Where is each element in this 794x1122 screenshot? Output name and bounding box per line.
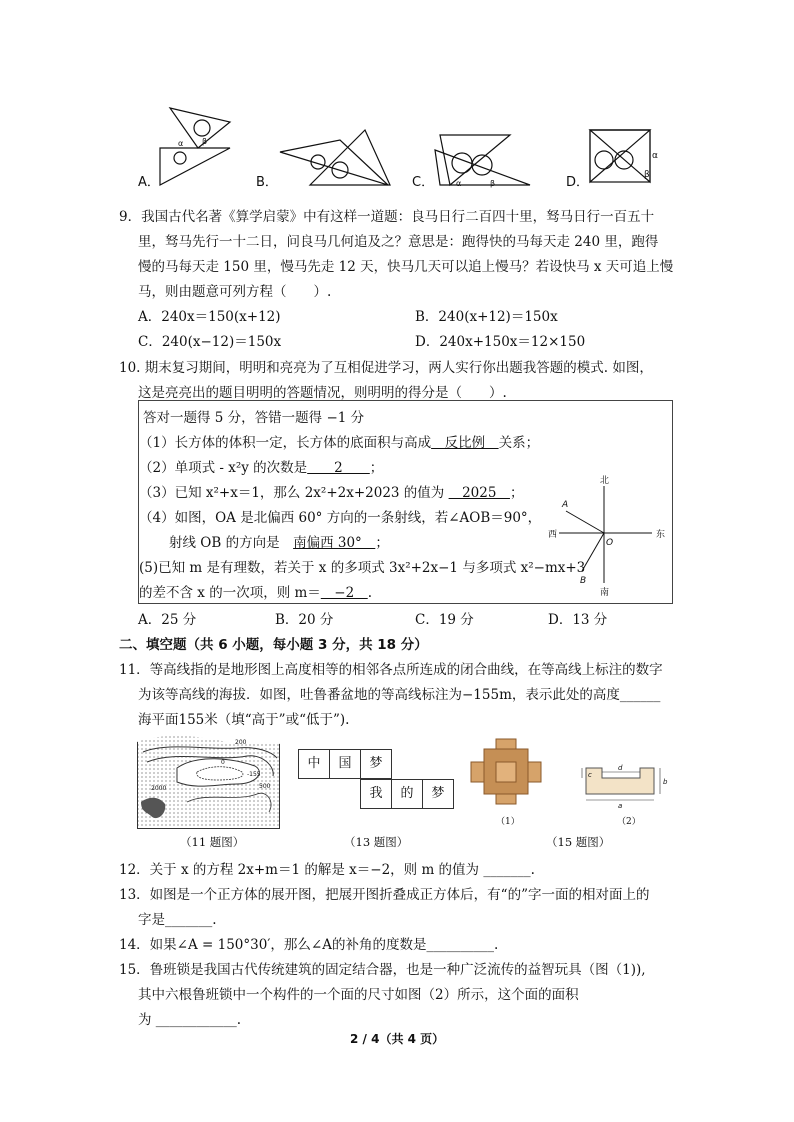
q10-item-2 bbox=[139, 456, 383, 476]
q10-item-4-line-2 bbox=[169, 531, 389, 551]
fig15-label-b: b bbox=[663, 778, 668, 786]
q10-item-5-text: 的差不含 x 的一次项，则 m＝ bbox=[139, 585, 321, 601]
q9-option-c: C．240(x−12)＝150x bbox=[138, 334, 282, 350]
net-cell-1: 中 bbox=[298, 749, 330, 779]
q9-line-3: 慢的马每天走 150 里，慢马先走 12 天，快马几天可以追上慢马？若设快马 x 天可追上慢 bbox=[138, 259, 674, 275]
q10-option-a: A．25 分 bbox=[138, 612, 197, 628]
q10-item-5-answer: −2 bbox=[320, 585, 368, 601]
q10-item-1-end: 关系； bbox=[498, 435, 540, 451]
q8-figure-c-alpha: α bbox=[456, 179, 462, 188]
q10-option-d: D．13 分 bbox=[548, 612, 608, 628]
compass-south: 南 bbox=[600, 588, 610, 598]
q8-figure-d-beta: β bbox=[644, 170, 650, 180]
q13-cube-net bbox=[298, 749, 453, 811]
q9-line-4: 马，则由题意可列方程（ ）. bbox=[138, 284, 332, 300]
q15-line-2: 其中六根鲁班锁中一个构件的一个面的尺寸如图（2）所示，这个面的面积 bbox=[138, 987, 579, 1003]
q11-line-1: 11．等高线指的是地形图上高度相等的相邻各点所连成的闭合曲线，在等高线上标注的数字 bbox=[119, 662, 663, 678]
caption-13: （13 题图） bbox=[344, 835, 409, 849]
q11-line-2: 为该等高线的海拔．如图，吐鲁番盆地的等高线标注为−155m，表示此处的高度______ bbox=[138, 687, 661, 703]
page-footer: 2 / 4（共 4 页） bbox=[350, 1032, 445, 1046]
compass-origin-o: O bbox=[606, 538, 614, 548]
q8-option-figures bbox=[130, 100, 690, 195]
q10-item-1 bbox=[139, 431, 539, 451]
fig15-label-a: a bbox=[618, 802, 623, 810]
q8-figure-b bbox=[280, 130, 390, 185]
q10-item-5-line-1: (5)已知 m 是有理数，若关于 x 的多项式 3x²+2x−1 与多项式 x²−mx+3 bbox=[139, 560, 586, 576]
fig15-label-c: c bbox=[588, 771, 592, 779]
q10-compass-diagram bbox=[544, 471, 669, 601]
q11-contour-map bbox=[137, 732, 280, 829]
q9-line-2: 里，驽马先行一十二日，问良马几何追及之？意思是：跑得快的马每天走 240 里，跑得 bbox=[138, 234, 659, 250]
q10-item-4-line-1: （4）如图，OA 是北偏西 60° 方向的一条射线，若∠AOB＝90°， bbox=[139, 510, 542, 526]
q9-option-d: D．240x+150x＝12×150 bbox=[415, 334, 586, 350]
q8-option-c-label: C． bbox=[412, 175, 435, 190]
q8-option-b-label: B． bbox=[256, 175, 278, 190]
q15-line-3: 为 ____________. bbox=[138, 1012, 242, 1028]
map-label-500: 500 bbox=[259, 783, 271, 790]
compass-north: 北 bbox=[600, 476, 610, 486]
q10-item-5-line-2 bbox=[139, 581, 372, 601]
q10-item-3 bbox=[139, 481, 523, 501]
q9-option-b: B．240(x+12)＝150x bbox=[415, 309, 558, 325]
q10-item-4-text: 射线 OB 的方向是 bbox=[169, 535, 294, 551]
section-2-title: 二、填空题（共 6 小题，每小题 3 分，共 18 分） bbox=[119, 637, 428, 653]
q10-line-2: 这是亮亮出的题目明明的答题情况，则明明的得分是（ ）. bbox=[138, 385, 507, 401]
q8-figure-d bbox=[590, 130, 650, 182]
q10-box-header: 答对一题得 5 分，答错一题得 −1 分 bbox=[143, 410, 365, 426]
net-cell-6: 梦 bbox=[422, 779, 454, 809]
q10-answer-box bbox=[138, 400, 673, 604]
map-label-minus-155: -155 bbox=[247, 771, 261, 778]
q13-line-1: 13．如图是一个正方体的展开图，把展开图折叠成正方体后，有“的”字一面的相对面上的 bbox=[119, 887, 650, 903]
q10-option-c: C．19 分 bbox=[415, 612, 474, 628]
net-cell-5: 的 bbox=[391, 779, 423, 809]
compass-point-b: B bbox=[580, 576, 587, 586]
net-cell-4: 我 bbox=[360, 779, 392, 809]
q10-item-2-answer: 2 bbox=[307, 460, 370, 476]
compass-east: 东 bbox=[656, 530, 666, 540]
q10-item-3-answer: 2025 bbox=[448, 485, 510, 501]
q10-item-4-answer: 南偏西 30° bbox=[293, 535, 376, 551]
q8-option-d-label: D． bbox=[566, 175, 590, 190]
luban-lock-image bbox=[466, 734, 546, 812]
caption-15: （15 题图） bbox=[546, 835, 611, 849]
q15-component-diagram bbox=[580, 760, 672, 812]
caption-11: （11 题图） bbox=[180, 835, 245, 849]
q10-item-2-text: （2）单项式 - x²y 的次数是 bbox=[139, 460, 308, 476]
q8-figure-c-beta: β bbox=[490, 179, 496, 188]
q9-option-a: A．240x＝150(x+12) bbox=[138, 309, 281, 325]
q10-item-4-end: ； bbox=[375, 535, 389, 551]
q10-option-b: B．20 分 bbox=[275, 612, 334, 628]
net-cell-2: 国 bbox=[329, 749, 361, 779]
q10-item-3-end: ； bbox=[509, 485, 524, 501]
caption-15-2: （2） bbox=[617, 817, 641, 827]
q13-line-2: 字是_______. bbox=[138, 912, 217, 928]
map-label-200: 200 bbox=[235, 739, 247, 746]
q11-line-3: 海平面155米（填“高于”或“低于”). bbox=[138, 712, 350, 728]
map-label-0: 0 bbox=[221, 759, 225, 766]
q10-item-3-text: （3）已知 x²+x＝1，那么 2x²+2x+2023 的值为 bbox=[139, 485, 449, 501]
caption-15-1: （1） bbox=[496, 817, 520, 827]
compass-point-a: A bbox=[562, 500, 569, 510]
q10-item-1-text: （1）长方体的体积一定，长方体的底面积与高成 bbox=[139, 435, 432, 451]
compass-west: 西 bbox=[548, 530, 558, 540]
q12-text: 12．关于 x 的方程 2x+m＝1 的解是 x＝−2，则 m 的值为 _______. bbox=[119, 862, 535, 878]
q10-item-1-answer: 反比例 bbox=[431, 435, 499, 451]
q8-figure-d-alpha: α bbox=[652, 151, 658, 161]
q8-figure-a-beta: β bbox=[202, 137, 208, 146]
q15-line-1: 15．鲁班锁是我国古代传统建筑的固定结合器，也是一种广泛流传的益智玩具（图（1)), bbox=[119, 962, 646, 978]
q10-item-2-end: ； bbox=[369, 460, 384, 476]
q10-line-1: 10. 期末复习期间，明明和亮亮为了互相促进学习，两人实行你出题我答题的模式. 如图， bbox=[119, 360, 653, 376]
q8-figure-c bbox=[435, 135, 530, 185]
q8-option-a-label: A． bbox=[138, 175, 160, 190]
q8-figure-a bbox=[160, 108, 230, 185]
q9-line-1: 9．我国古代名著《算学启蒙》中有这样一道题：良马日行二百四十里，驽马日行一百五十 bbox=[119, 209, 655, 225]
fig15-label-d: d bbox=[618, 764, 623, 772]
q10-item-5-end: . bbox=[367, 585, 372, 601]
map-label-2000: 2000 bbox=[151, 785, 167, 792]
q8-figure-a-alpha: α bbox=[178, 139, 184, 148]
q14-text: 14．如果∠A = 150°30′，那么∠A的补角的度数是__________. bbox=[119, 937, 499, 953]
net-cell-3: 梦 bbox=[360, 749, 392, 779]
